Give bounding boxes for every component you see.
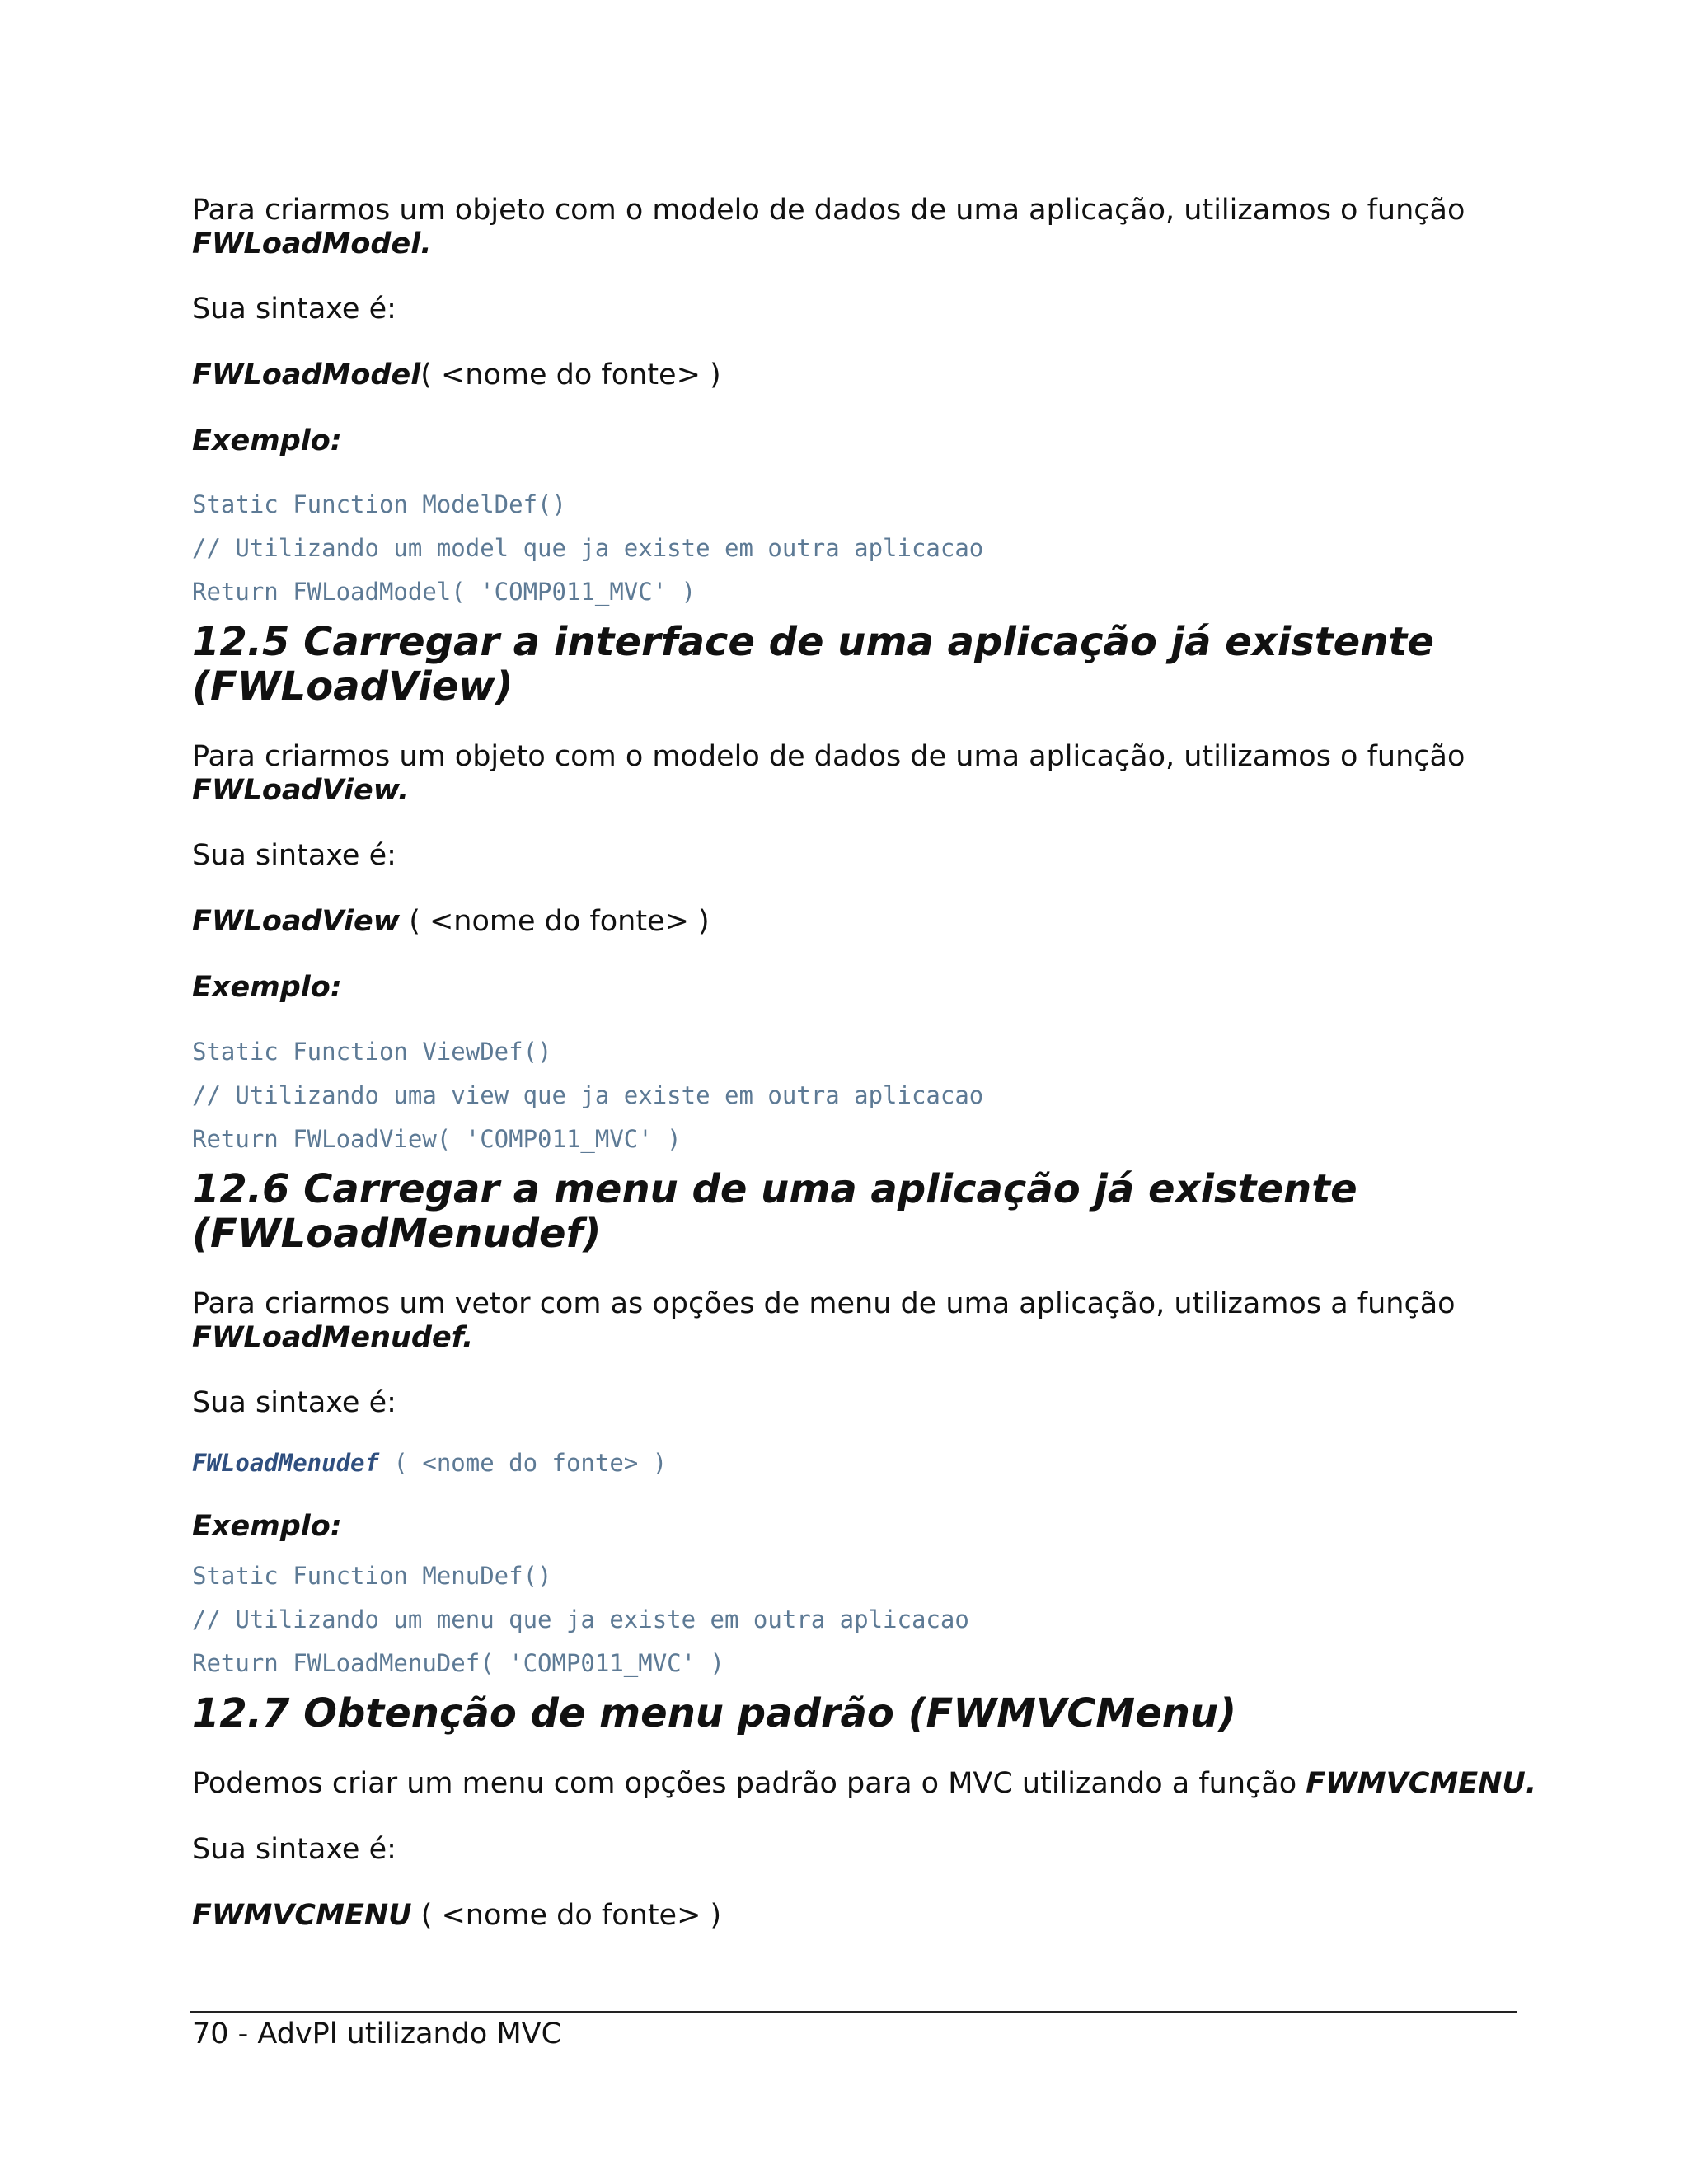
- example-label: Exemplo:: [192, 1510, 342, 1543]
- syntax-function-name: FWLoadView: [192, 905, 401, 938]
- footer-divider: [190, 2011, 1517, 2013]
- paragraph-fwloadmenudef-intro: [192, 1287, 1511, 1355]
- code-line: Return FWLoadModel( 'COMP011_MVC' ): [192, 578, 696, 606]
- intro-text: Para criarmos um objeto com o modelo de dados de uma aplicação, utilizamos o função: [192, 740, 1465, 773]
- heading-line: (FWLoadMenudef): [192, 1211, 602, 1257]
- intro-text: Podemos criar um menu com opções padrão para o MVC utilizando a função: [192, 1767, 1297, 1800]
- code-line: Static Function MenuDef(): [192, 1562, 552, 1590]
- paragraph-fwloadmodel-intro: [192, 194, 1511, 261]
- syntax-label: Sua sintaxe é:: [192, 1386, 396, 1419]
- syntax-line-fwloadmodel: [192, 359, 721, 392]
- paragraph-fwmvcmenu-intro: [192, 1767, 1536, 1801]
- code-line: Static Function ViewDef(): [192, 1038, 552, 1066]
- syntax-args: ( <nome do fonte> ): [420, 359, 721, 391]
- section-heading-12-6: [192, 1167, 1527, 1256]
- example-label: Exemplo:: [192, 424, 342, 457]
- syntax-label: Sua sintaxe é:: [192, 1833, 396, 1866]
- code-line: Static Function ModelDef(): [192, 490, 566, 518]
- code-line: Return FWLoadMenuDef( 'COMP011_MVC' ): [192, 1649, 725, 1677]
- syntax-line-fwloadmenudef: [192, 1449, 667, 1477]
- code-line: // Utilizando um menu que ja existe em outra aplicacao: [192, 1605, 969, 1633]
- syntax-line-fwloadview: [192, 905, 710, 939]
- section-heading-12-5: [192, 620, 1527, 709]
- syntax-label: Sua sintaxe é:: [192, 293, 396, 326]
- example-label: Exemplo:: [192, 971, 342, 1004]
- page-footer: 70 - AdvPl utilizando MVC: [192, 2018, 562, 2050]
- intro-function-name: FWMVCMENU.: [1306, 1767, 1537, 1800]
- syntax-label: Sua sintaxe é:: [192, 839, 396, 872]
- paragraph-fwloadview-intro: [192, 740, 1511, 808]
- section-heading-12-7: 12.7 Obtenção de menu padrão (FWMVCMenu): [192, 1690, 1237, 1736]
- syntax-args: ( <nome do fonte> ): [400, 905, 710, 938]
- intro-function-name: FWLoadView.: [192, 774, 410, 807]
- heading-line: 12.6 Carregar a menu de uma aplicação já existente: [192, 1166, 1357, 1212]
- syntax-function-name: FWMVCMENU: [192, 1899, 412, 1932]
- code-line: // Utilizando uma view que ja existe em outra aplicacao: [192, 1081, 984, 1109]
- syntax-function-name: FWLoadModel: [192, 359, 421, 391]
- heading-line: (FWLoadView): [192, 663, 513, 710]
- intro-function-name: FWLoadModel.: [192, 227, 432, 260]
- syntax-args: ( <nome do fonte> ): [378, 1449, 668, 1477]
- intro-function-name: FWLoadMenudef.: [192, 1321, 474, 1354]
- syntax-function-name: FWLoadMenudef: [192, 1449, 379, 1477]
- code-line: Return FWLoadView( 'COMP011_MVC' ): [192, 1125, 682, 1153]
- intro-text: Para criarmos um objeto com o modelo de dados de uma aplicação, utilizamos o função: [192, 194, 1465, 227]
- code-line: // Utilizando um model que ja existe em outra aplicacao: [192, 534, 984, 562]
- syntax-line-fwmvcmenu: [192, 1899, 721, 1933]
- syntax-args: ( <nome do fonte> ): [411, 1899, 722, 1932]
- intro-text: Para criarmos um vetor com as opções de menu de uma aplicação, utilizamos a função: [192, 1287, 1456, 1320]
- heading-line: 12.5 Carregar a interface de uma aplicação já existente: [192, 619, 1434, 665]
